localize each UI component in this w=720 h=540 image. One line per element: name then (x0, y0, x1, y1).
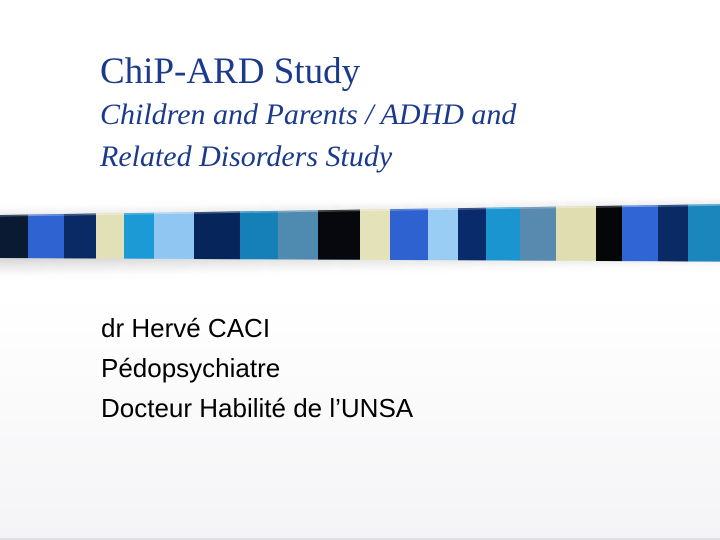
band-stripe (278, 210, 318, 259)
band-stripe (688, 204, 720, 261)
author-specialty: Pédopsychiatre (101, 353, 281, 383)
band-stripe (360, 209, 390, 260)
band-stripe (0, 215, 28, 259)
band-stripe (622, 205, 658, 261)
band-stripe (520, 207, 556, 261)
band-stripe (428, 208, 458, 260)
body-text (101, 308, 413, 428)
decorative-color-band (0, 190, 720, 280)
band-stripe (390, 209, 428, 261)
band-stripe (658, 205, 688, 262)
band-stripe (28, 214, 64, 258)
author-qualification: Docteur Habilité de l’UNSA (101, 393, 414, 423)
band-stripe (318, 210, 360, 260)
band-stripe (458, 208, 486, 261)
slide-subtitle-line-2: Related Disorders Study (100, 140, 393, 173)
band-stripe (96, 213, 124, 258)
band-stripe (240, 211, 278, 260)
band-stripe (64, 214, 96, 259)
slide-subtitle-line-1: Children and Parents / ADHD and (100, 98, 517, 131)
slide-title: ChiP-ARD Study (100, 51, 361, 92)
band-stripe (596, 206, 622, 261)
title-block (100, 50, 700, 178)
author-name: dr Hervé CACI (101, 313, 271, 343)
band-stripe (556, 206, 596, 261)
band-stripe (486, 207, 520, 260)
band-graphic (0, 190, 720, 280)
band-stripe (124, 213, 154, 259)
band-stripe (154, 212, 194, 259)
band-stripe (194, 211, 240, 259)
